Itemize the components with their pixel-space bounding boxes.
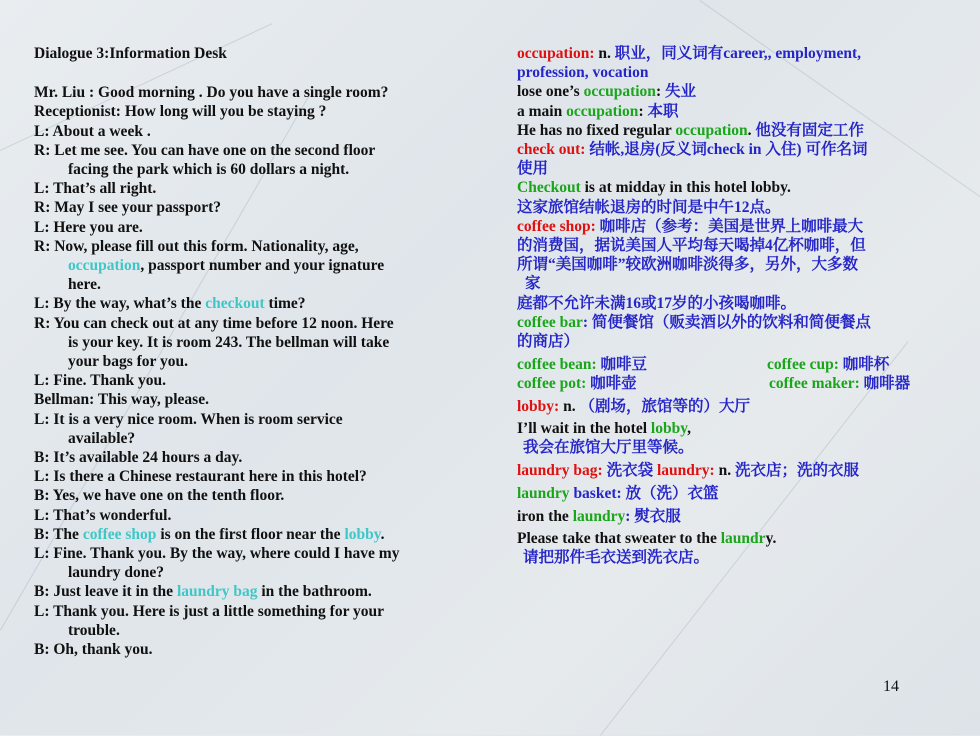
dialogue-line: L: It is a very nice room. When is room service — [34, 410, 343, 428]
dialogue-line: B: The coffee shop is on the first floor near the lobby. — [34, 525, 385, 543]
vocab-line: laundry bag: 洗衣袋 laundry: n. 洗衣店；洗的衣服 — [517, 462, 859, 480]
vocab-line: 的商店） — [517, 333, 580, 351]
dialogue-line: available? — [68, 429, 136, 447]
vocab-line: a main occupation: 本职 — [517, 102, 679, 120]
keyword-highlight: laundry bag — [176, 583, 258, 601]
vocab-line: 庭都不允许未满16或17岁的小孩喝咖啡。 — [517, 294, 797, 312]
vocab-line: iron the laundry: 熨衣服 — [517, 507, 681, 525]
vocab-line: Checkout is at midday in this hotel lobby. — [517, 179, 791, 197]
vocab-line: 家 — [525, 275, 541, 293]
vocab-term: occupation: — [517, 45, 595, 62]
vocab-term: coffee cup: — [767, 356, 839, 374]
vocab-line: coffee bar: 简便餐馆（贩卖酒以外的饮料和简便餐点 — [517, 313, 871, 331]
vocab-term: laundry — [517, 485, 570, 503]
keyword-highlight: occupation — [68, 257, 141, 275]
vocab-line: 请把那件毛衣送到洗衣店。 — [523, 549, 710, 567]
dialogue-line: facing the park which is 60 dollars a night. — [68, 161, 350, 179]
dialogue-line: Mr. Liu : Good morning . Do you have a single room? — [34, 84, 389, 102]
vocab-term: coffee shop: — [517, 217, 596, 235]
dialogue-line: B: Yes, we have one on the tenth floor. — [34, 487, 285, 505]
dialogue-line: R: You can check out at any time before 12 noon. Here — [34, 314, 394, 332]
dialogue-line: B: Oh, thank you. — [34, 641, 153, 659]
vocab-term: check out: — [517, 141, 586, 159]
dialogue-line: R: Let me see. You can have one on the second floor — [34, 141, 376, 159]
dialogue-line: L: Fine. Thank you. By the way, where could I have my — [34, 545, 400, 563]
vocab-term: laundry: — [656, 462, 715, 480]
dialogue-line: R: Now, please fill out this form. Nationality, age, — [34, 237, 359, 255]
vocab-line: lobby: n. （剧场，旅馆等的）大厅 — [517, 397, 750, 415]
vocab-term: coffee pot: — [517, 375, 587, 393]
dialogue-line: trouble. — [68, 621, 120, 639]
vocab-term: laundry bag: — [517, 462, 603, 480]
dialogue-title: Dialogue 3:Information Desk — [34, 45, 227, 62]
vocab-line: coffee pot: 咖啡壶 coffee maker: 咖啡器 — [517, 375, 911, 393]
vocab-term: laundr — [720, 529, 766, 547]
vocab-term: occupation — [566, 102, 639, 120]
dialogue-line: L: Is there a Chinese restaurant here in this hotel? — [34, 468, 367, 486]
dialogue-line: occupation, passport number and your ignature — [68, 257, 385, 275]
keyword-highlight: checkout — [205, 295, 265, 313]
dialogue-line: L: Here you are. — [34, 218, 143, 236]
vocab-term: occupation — [583, 83, 656, 101]
vocab-line: laundry basket: 放（洗）衣篮 — [517, 485, 719, 503]
vocab-term: coffee bar — [517, 313, 583, 331]
vocab-term: coffee maker: — [769, 375, 860, 393]
vocab-line: 的消费国，据说美国人平均每天喝掉4亿杯咖啡，但 — [517, 237, 866, 255]
dialogue-line: R: May I see your passport? — [34, 199, 221, 217]
keyword-highlight: lobby — [344, 525, 381, 543]
vocabulary-column — [517, 44, 957, 567]
dialogue-line: L: Thank you. Here is just a little something for your — [34, 602, 385, 620]
dialogue-line: is your key. It is room 243. The bellman will take — [68, 333, 390, 351]
dialogue-line: Receptionist: How long will you be staying ? — [34, 103, 327, 121]
vocab-line: He has no fixed regular occupation. 他没有固定工作 — [517, 121, 864, 139]
dialogue-line: B: It’s available 24 hours a day. — [34, 449, 243, 467]
vocab-term: laundry — [572, 507, 626, 525]
vocab-term: coffee bean: — [517, 356, 597, 374]
dialogue-line: L: Fine. Thank you. — [34, 372, 166, 390]
vocab-line: 我会在旅馆大厅里等候。 — [523, 439, 694, 457]
dialogue-line: L: That’s all right. — [34, 180, 157, 198]
dialogue-line: L: By the way, what’s the checkout time? — [34, 295, 306, 313]
dialogue-line: Bellman: This way, please. — [34, 391, 209, 409]
vocab-line: I’ll wait in the hotel lobby, — [517, 419, 691, 437]
keyword-highlight: coffee shop — [82, 525, 157, 543]
vocab-line: coffee bean: 咖啡豆 coffee cup: 咖啡杯 — [517, 356, 890, 374]
vocab-line: 所谓“美国咖啡”较欧洲咖啡淡得多，另外，大多数 — [517, 256, 859, 274]
dialogue-line: laundry done? — [68, 564, 165, 582]
vocab-line: coffee shop: 咖啡店（参考：美国是世界上咖啡最大 — [517, 217, 864, 235]
vocab-term: lobby: — [517, 397, 560, 415]
vocab-line: occupation: n. 职业，同义词有career,, employment, — [517, 45, 861, 62]
vocab-line: 使用 — [517, 160, 549, 178]
vocab-term: lobby — [650, 419, 688, 437]
vocab-line: Please take that sweater to the laundry. — [517, 529, 777, 547]
dialogue-line: L: About a week . — [34, 122, 151, 140]
vocab-line: 这家旅馆结帐退房的时间是中午12点。 — [517, 198, 781, 216]
vocab-line: check out: 结帐,退房(反义词check in 入住) 可作名词 — [517, 141, 868, 159]
dialogue-column — [34, 44, 494, 659]
vocab-term: occupation — [675, 121, 748, 139]
vocab-term: Checkout — [517, 179, 581, 197]
dialogue-line: B: Just leave it in the laundry bag in the bathroom. — [34, 583, 372, 601]
dialogue-line: your bags for you. — [68, 353, 189, 371]
dialogue-line: here. — [68, 276, 101, 294]
dialogue-line: L: That’s wonderful. — [34, 506, 172, 524]
page-number: 14 — [883, 678, 899, 695]
vocab-line: lose one’s occupation: 失业 — [517, 83, 696, 101]
vocab-line: profession, vocation — [517, 64, 649, 82]
